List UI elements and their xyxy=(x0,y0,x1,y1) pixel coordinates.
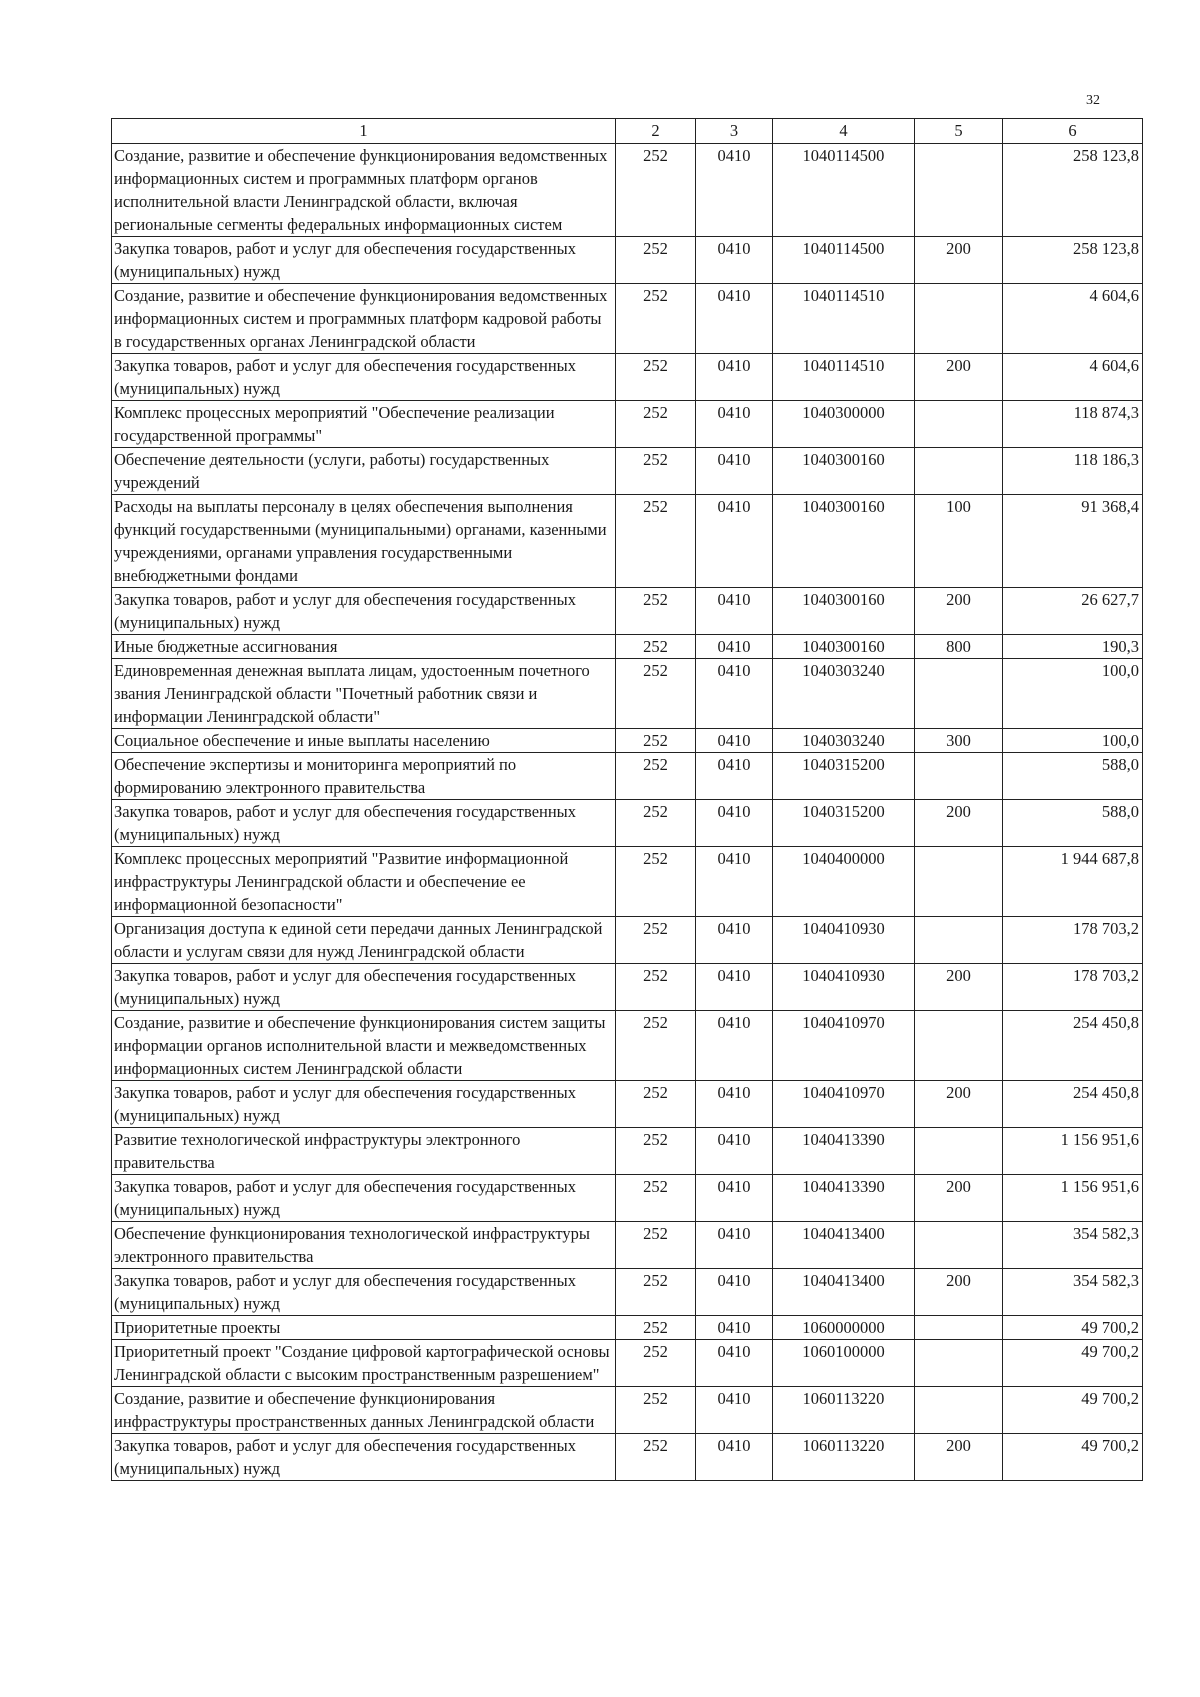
grbs-code-cell: 252 xyxy=(616,729,696,753)
expense-type-cell xyxy=(915,1128,1003,1175)
table-row xyxy=(112,401,1143,448)
target-article-cell: 1040315200 xyxy=(773,753,915,800)
grbs-code-cell: 252 xyxy=(616,495,696,588)
table-row xyxy=(112,1128,1143,1175)
expense-name-cell: Создание, развитие и обеспечение функционирования систем защиты информации органов исполнительной власти и межведомственных информационных систем Ленинградской области xyxy=(112,1011,616,1081)
table-header xyxy=(112,119,1143,144)
expense-name-cell: Закупка товаров, работ и услуг для обеспечения государственных (муниципальных) нужд xyxy=(112,1269,616,1316)
expense-type-cell xyxy=(915,659,1003,729)
expense-type-cell: 200 xyxy=(915,1175,1003,1222)
page-number: 32 xyxy=(1086,93,1100,108)
table-body xyxy=(112,144,1143,1481)
grbs-code-cell: 252 xyxy=(616,964,696,1011)
expense-name-cell: Обеспечение деятельности (услуги, работы) государственных учреждений xyxy=(112,448,616,495)
expense-type-cell: 200 xyxy=(915,588,1003,635)
amount-cell: 190,3 xyxy=(1003,635,1143,659)
target-article-cell: 1040114510 xyxy=(773,354,915,401)
section-code-cell: 0410 xyxy=(696,1387,773,1434)
target-article-cell: 1040410970 xyxy=(773,1011,915,1081)
expense-type-cell xyxy=(915,448,1003,495)
section-code-cell: 0410 xyxy=(696,1222,773,1269)
table-row xyxy=(112,448,1143,495)
section-code-cell: 0410 xyxy=(696,144,773,237)
amount-cell: 588,0 xyxy=(1003,800,1143,847)
expense-name-cell: Закупка товаров, работ и услуг для обеспечения государственных (муниципальных) нужд xyxy=(112,588,616,635)
amount-cell: 26 627,7 xyxy=(1003,588,1143,635)
grbs-code-cell: 252 xyxy=(616,753,696,800)
amount-cell: 118 186,3 xyxy=(1003,448,1143,495)
section-code-cell: 0410 xyxy=(696,729,773,753)
target-article-cell: 1060100000 xyxy=(773,1340,915,1387)
target-article-cell: 1040300160 xyxy=(773,635,915,659)
target-article-cell: 1040315200 xyxy=(773,800,915,847)
target-article-cell: 1040300160 xyxy=(773,588,915,635)
table-row xyxy=(112,659,1143,729)
grbs-code-cell: 252 xyxy=(616,1269,696,1316)
expense-type-cell xyxy=(915,917,1003,964)
expense-name-cell: Закупка товаров, работ и услуг для обеспечения государственных (муниципальных) нужд xyxy=(112,1434,616,1481)
amount-cell: 1 156 951,6 xyxy=(1003,1175,1143,1222)
expense-type-cell: 200 xyxy=(915,1434,1003,1481)
amount-cell: 254 450,8 xyxy=(1003,1011,1143,1081)
grbs-code-cell: 252 xyxy=(616,448,696,495)
expense-type-cell: 200 xyxy=(915,354,1003,401)
expense-type-cell: 300 xyxy=(915,729,1003,753)
expense-name-cell: Комплекс процессных мероприятий "Развитие информационной инфраструктуры Ленинградской области и обеспечение ее информационной безопасности" xyxy=(112,847,616,917)
expense-type-cell: 100 xyxy=(915,495,1003,588)
table-row xyxy=(112,1340,1143,1387)
expense-type-cell xyxy=(915,1340,1003,1387)
header-col-4: 4 xyxy=(773,119,915,144)
section-code-cell: 0410 xyxy=(696,1269,773,1316)
amount-cell: 49 700,2 xyxy=(1003,1316,1143,1340)
grbs-code-cell: 252 xyxy=(616,588,696,635)
expense-type-cell: 200 xyxy=(915,1269,1003,1316)
expense-type-cell: 200 xyxy=(915,237,1003,284)
expense-type-cell xyxy=(915,1316,1003,1340)
table-row xyxy=(112,800,1143,847)
section-code-cell: 0410 xyxy=(696,917,773,964)
target-article-cell: 1060000000 xyxy=(773,1316,915,1340)
grbs-code-cell: 252 xyxy=(616,1222,696,1269)
section-code-cell: 0410 xyxy=(696,847,773,917)
target-article-cell: 1060113220 xyxy=(773,1387,915,1434)
expense-name-cell: Приоритетный проект "Создание цифровой картографической основы Ленинградской области с высоким пространственным разрешением" xyxy=(112,1340,616,1387)
table-row xyxy=(112,1081,1143,1128)
expense-type-cell xyxy=(915,847,1003,917)
section-code-cell: 0410 xyxy=(696,1316,773,1340)
amount-cell: 588,0 xyxy=(1003,753,1143,800)
expense-name-cell: Иные бюджетные ассигнования xyxy=(112,635,616,659)
section-code-cell: 0410 xyxy=(696,401,773,448)
table-row xyxy=(112,847,1143,917)
table-row xyxy=(112,1011,1143,1081)
expense-name-cell: Социальное обеспечение и иные выплаты населению xyxy=(112,729,616,753)
section-code-cell: 0410 xyxy=(696,1340,773,1387)
section-code-cell: 0410 xyxy=(696,635,773,659)
expense-name-cell: Обеспечение функционирования технологической инфраструктуры электронного правительства xyxy=(112,1222,616,1269)
table-row xyxy=(112,237,1143,284)
header-col-2: 2 xyxy=(616,119,696,144)
amount-cell: 49 700,2 xyxy=(1003,1340,1143,1387)
expense-name-cell: Развитие технологической инфраструктуры электронного правительства xyxy=(112,1128,616,1175)
grbs-code-cell: 252 xyxy=(616,847,696,917)
header-col-5: 5 xyxy=(915,119,1003,144)
grbs-code-cell: 252 xyxy=(616,354,696,401)
amount-cell: 49 700,2 xyxy=(1003,1387,1143,1434)
amount-cell: 4 604,6 xyxy=(1003,284,1143,354)
section-code-cell: 0410 xyxy=(696,1175,773,1222)
expense-name-cell: Приоритетные проекты xyxy=(112,1316,616,1340)
amount-cell: 354 582,3 xyxy=(1003,1222,1143,1269)
table-row xyxy=(112,144,1143,237)
section-code-cell: 0410 xyxy=(696,659,773,729)
expense-type-cell xyxy=(915,1222,1003,1269)
table-row xyxy=(112,588,1143,635)
section-code-cell: 0410 xyxy=(696,354,773,401)
target-article-cell: 1040410970 xyxy=(773,1081,915,1128)
expense-name-cell: Закупка товаров, работ и услуг для обеспечения государственных (муниципальных) нужд xyxy=(112,354,616,401)
table-row xyxy=(112,917,1143,964)
grbs-code-cell: 252 xyxy=(616,237,696,284)
grbs-code-cell: 252 xyxy=(616,1175,696,1222)
grbs-code-cell: 252 xyxy=(616,659,696,729)
target-article-cell: 1040300000 xyxy=(773,401,915,448)
section-code-cell: 0410 xyxy=(696,284,773,354)
header-col-6: 6 xyxy=(1003,119,1143,144)
expense-type-cell xyxy=(915,284,1003,354)
section-code-cell: 0410 xyxy=(696,1081,773,1128)
target-article-cell: 1040300160 xyxy=(773,448,915,495)
amount-cell: 258 123,8 xyxy=(1003,237,1143,284)
expense-name-cell: Закупка товаров, работ и услуг для обеспечения государственных (муниципальных) нужд xyxy=(112,1081,616,1128)
grbs-code-cell: 252 xyxy=(616,284,696,354)
table-row xyxy=(112,354,1143,401)
header-col-1: 1 xyxy=(112,119,616,144)
target-article-cell: 1040114500 xyxy=(773,144,915,237)
section-code-cell: 0410 xyxy=(696,1011,773,1081)
expense-type-cell: 200 xyxy=(915,1081,1003,1128)
section-code-cell: 0410 xyxy=(696,495,773,588)
grbs-code-cell: 252 xyxy=(616,1316,696,1340)
amount-cell: 49 700,2 xyxy=(1003,1434,1143,1481)
amount-cell: 178 703,2 xyxy=(1003,917,1143,964)
section-code-cell: 0410 xyxy=(696,964,773,1011)
amount-cell: 254 450,8 xyxy=(1003,1081,1143,1128)
expense-name-cell: Расходы на выплаты персоналу в целях обеспечения выполнения функций государственными (муниципальными) органами, казенными учреждениями, органами управления государственными внебюджетными фондами xyxy=(112,495,616,588)
table-row xyxy=(112,1269,1143,1316)
expense-type-cell xyxy=(915,1011,1003,1081)
expense-type-cell: 200 xyxy=(915,964,1003,1011)
target-article-cell: 1040300160 xyxy=(773,495,915,588)
expense-type-cell xyxy=(915,401,1003,448)
amount-cell: 91 368,4 xyxy=(1003,495,1143,588)
grbs-code-cell: 252 xyxy=(616,144,696,237)
expense-name-cell: Обеспечение экспертизы и мониторинга мероприятий по формированию электронного правительства xyxy=(112,753,616,800)
expense-name-cell: Создание, развитие и обеспечение функционирования ведомственных информационных систем и программных платформ органов исполнительной власти Ленинградской области, включая региональные сегменты федеральных информационных систем xyxy=(112,144,616,237)
grbs-code-cell: 252 xyxy=(616,635,696,659)
amount-cell: 4 604,6 xyxy=(1003,354,1143,401)
table-row xyxy=(112,1175,1143,1222)
expense-type-cell xyxy=(915,1387,1003,1434)
grbs-code-cell: 252 xyxy=(616,1128,696,1175)
amount-cell: 178 703,2 xyxy=(1003,964,1143,1011)
expense-name-cell: Создание, развитие и обеспечение функционирования ведомственных информационных систем и программных платформ кадровой работы в государственных органах Ленинградской области xyxy=(112,284,616,354)
expense-type-cell xyxy=(915,144,1003,237)
expense-name-cell: Создание, развитие и обеспечение функционирования инфраструктуры пространственных данных Ленинградской области xyxy=(112,1387,616,1434)
target-article-cell: 1040400000 xyxy=(773,847,915,917)
target-article-cell: 1040303240 xyxy=(773,659,915,729)
table-row xyxy=(112,635,1143,659)
grbs-code-cell: 252 xyxy=(616,1011,696,1081)
amount-cell: 100,0 xyxy=(1003,729,1143,753)
target-article-cell: 1040410930 xyxy=(773,917,915,964)
grbs-code-cell: 252 xyxy=(616,917,696,964)
section-code-cell: 0410 xyxy=(696,800,773,847)
target-article-cell: 1040413390 xyxy=(773,1175,915,1222)
expense-type-cell xyxy=(915,753,1003,800)
amount-cell: 258 123,8 xyxy=(1003,144,1143,237)
target-article-cell: 1040114500 xyxy=(773,237,915,284)
target-article-cell: 1040410930 xyxy=(773,964,915,1011)
table-row xyxy=(112,729,1143,753)
table-row xyxy=(112,1222,1143,1269)
header-col-3: 3 xyxy=(696,119,773,144)
target-article-cell: 1040114510 xyxy=(773,284,915,354)
table-row xyxy=(112,753,1143,800)
table-row xyxy=(112,1434,1143,1481)
amount-cell: 100,0 xyxy=(1003,659,1143,729)
grbs-code-cell: 252 xyxy=(616,1387,696,1434)
section-code-cell: 0410 xyxy=(696,588,773,635)
section-code-cell: 0410 xyxy=(696,1128,773,1175)
expense-name-cell: Организация доступа к единой сети передачи данных Ленинградской области и услугам связи для нужд Ленинградской области xyxy=(112,917,616,964)
expense-name-cell: Закупка товаров, работ и услуг для обеспечения государственных (муниципальных) нужд xyxy=(112,237,616,284)
section-code-cell: 0410 xyxy=(696,448,773,495)
table-row xyxy=(112,1316,1143,1340)
budget-table xyxy=(111,118,1143,1481)
section-code-cell: 0410 xyxy=(696,753,773,800)
expense-name-cell: Закупка товаров, работ и услуг для обеспечения государственных (муниципальных) нужд xyxy=(112,964,616,1011)
expense-name-cell: Единовременная денежная выплата лицам, удостоенным почетного звания Ленинградской области "Почетный работник связи и информации Ленинградской области" xyxy=(112,659,616,729)
target-article-cell: 1040413390 xyxy=(773,1128,915,1175)
target-article-cell: 1040413400 xyxy=(773,1269,915,1316)
target-article-cell: 1040413400 xyxy=(773,1222,915,1269)
grbs-code-cell: 252 xyxy=(616,1434,696,1481)
amount-cell: 1 156 951,6 xyxy=(1003,1128,1143,1175)
target-article-cell: 1060113220 xyxy=(773,1434,915,1481)
table-row xyxy=(112,495,1143,588)
amount-cell: 1 944 687,8 xyxy=(1003,847,1143,917)
expense-name-cell: Комплекс процессных мероприятий "Обеспечение реализации государственной программы" xyxy=(112,401,616,448)
section-code-cell: 0410 xyxy=(696,237,773,284)
table-row xyxy=(112,1387,1143,1434)
grbs-code-cell: 252 xyxy=(616,800,696,847)
header-row xyxy=(112,119,1143,144)
target-article-cell: 1040303240 xyxy=(773,729,915,753)
expense-name-cell: Закупка товаров, работ и услуг для обеспечения государственных (муниципальных) нужд xyxy=(112,800,616,847)
grbs-code-cell: 252 xyxy=(616,401,696,448)
grbs-code-cell: 252 xyxy=(616,1081,696,1128)
expense-type-cell: 200 xyxy=(915,800,1003,847)
section-code-cell: 0410 xyxy=(696,1434,773,1481)
expense-type-cell: 800 xyxy=(915,635,1003,659)
amount-cell: 118 874,3 xyxy=(1003,401,1143,448)
expense-name-cell: Закупка товаров, работ и услуг для обеспечения государственных (муниципальных) нужд xyxy=(112,1175,616,1222)
table-row xyxy=(112,284,1143,354)
table-row xyxy=(112,964,1143,1011)
amount-cell: 354 582,3 xyxy=(1003,1269,1143,1316)
grbs-code-cell: 252 xyxy=(616,1340,696,1387)
